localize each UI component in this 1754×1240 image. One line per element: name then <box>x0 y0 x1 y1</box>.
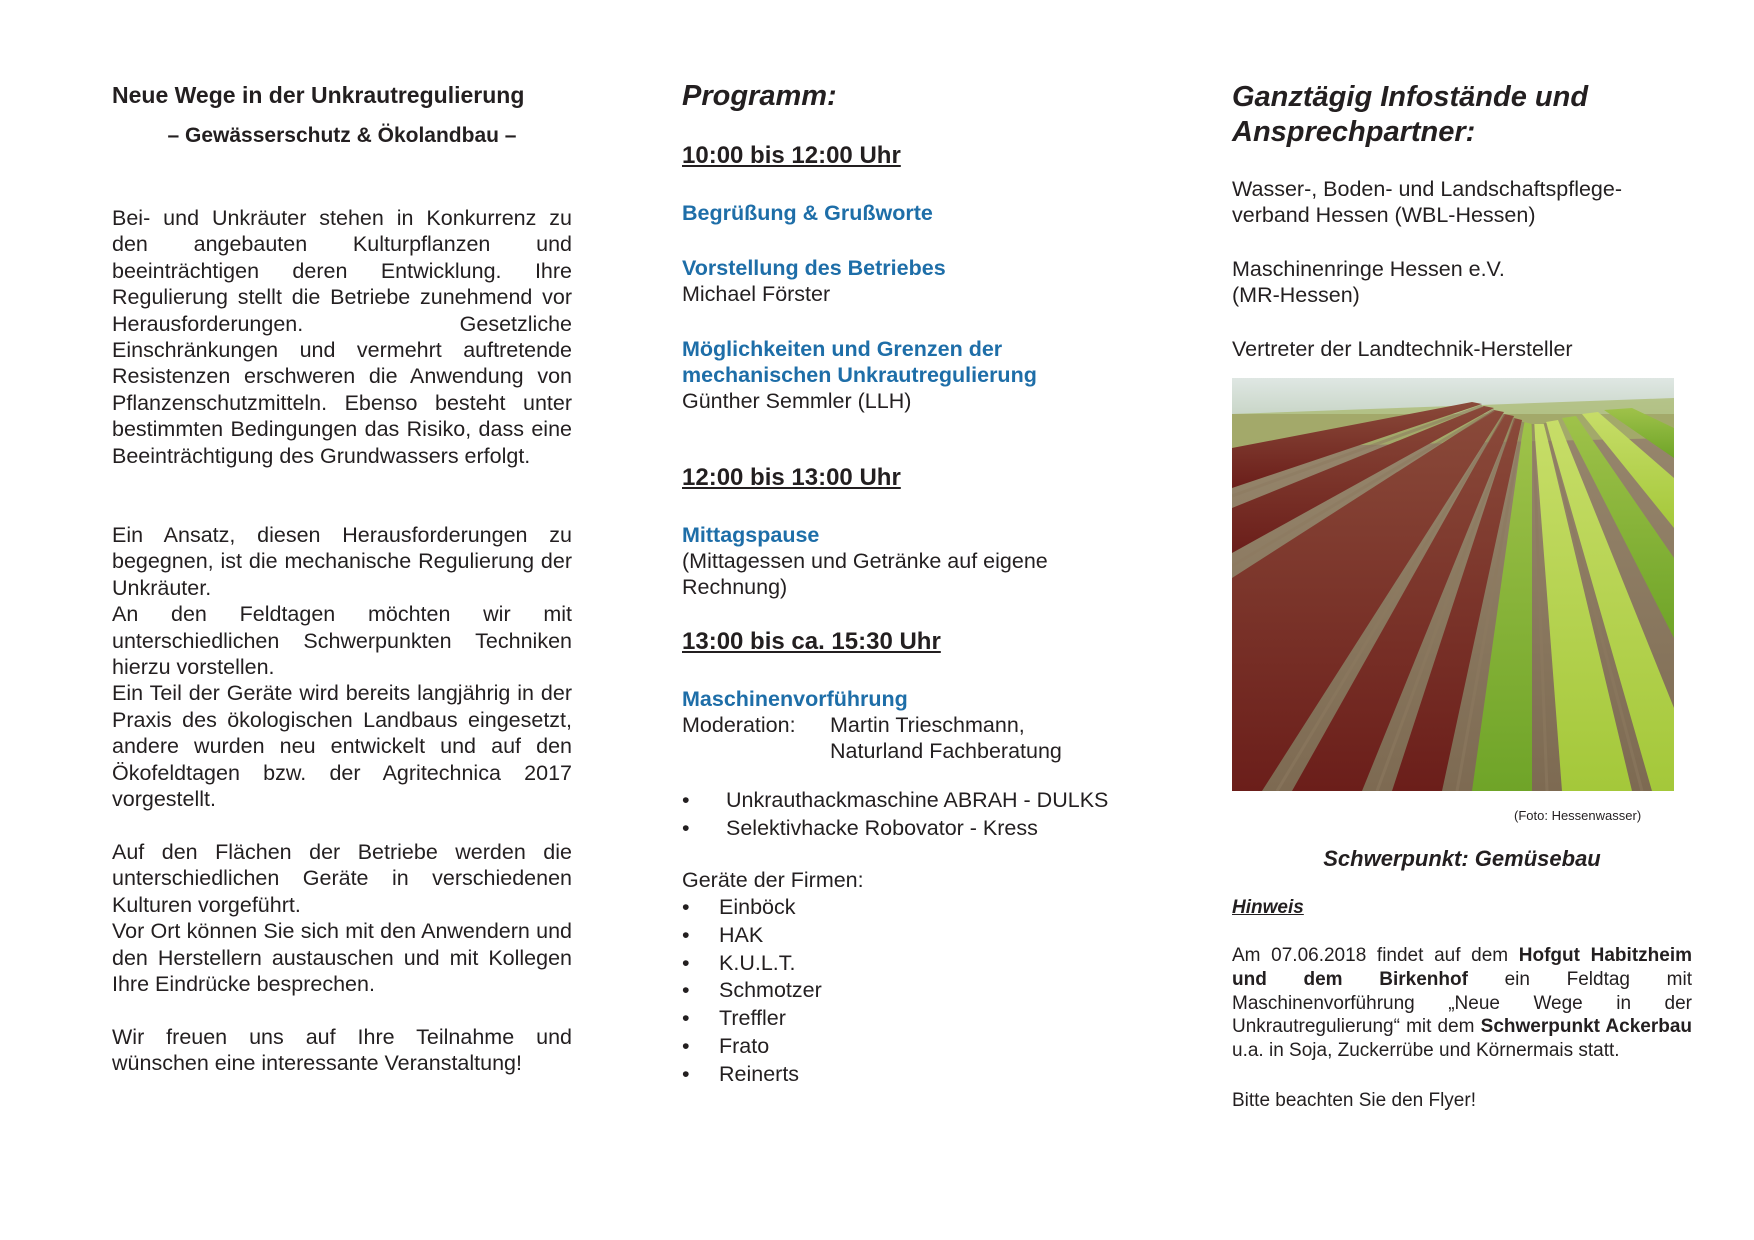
program-item-title: Mittagspause <box>682 523 820 547</box>
note-text <box>1232 944 1692 1063</box>
list-item: • HAK <box>682 922 1162 950</box>
time-slot-heading: 13:00 bis ca. 15:30 Uhr <box>682 628 941 655</box>
program-item <box>682 255 1162 307</box>
intro-text: Auf den Flächen der Betriebe werden die unterschiedlichen Geräte in verschiedenen Kulturen vorgeführt. <box>112 840 572 917</box>
program-item-title: Maschinenvorführung <box>682 687 908 711</box>
note-heading: Hinweis <box>1232 897 1304 918</box>
moderator-organization: Naturland Fachberatung <box>830 739 1062 763</box>
intro-subtitle: – Gewässerschutz & Ökolandbau – <box>167 124 517 147</box>
program-item-speaker: Günther Semmler (LLH) <box>682 389 912 413</box>
program-item <box>682 336 1162 414</box>
program-item-speaker: Michael Förster <box>682 282 831 306</box>
intro-paragraph <box>112 839 572 997</box>
list-item: • K.U.L.T. <box>682 950 1162 978</box>
machine-list <box>682 787 1162 842</box>
list-item: • Treffler <box>682 1005 1162 1033</box>
program-item <box>682 200 1162 226</box>
info-title-line: Ansprechpartner: <box>1232 116 1476 148</box>
program-title: Programm: <box>682 80 837 112</box>
partner-name: Maschinenringe Hessen e.V. <box>1232 257 1505 281</box>
intro-text: Ein Ansatz, diesen Herausforderungen zu begegnen, ist die mechanische Regulierung der Unkräuter. <box>112 523 572 600</box>
program-item-description: (Mittagessen und Getränke auf eigene <box>682 549 1048 573</box>
intro-text: Wir freuen uns auf Ihre Teilnahme und wünschen eine interessante Veranstaltung! <box>112 1025 572 1076</box>
info-title <box>1232 80 1692 150</box>
program-item-title: mechanischen Unkrautregulierung <box>682 363 1037 387</box>
program-item-description: Rechnung) <box>682 575 788 599</box>
partner-entry <box>1232 336 1692 362</box>
partner-name: Vertreter der Landtechnik-Hersteller <box>1232 337 1573 361</box>
firms-list <box>682 894 1162 1089</box>
time-slot-heading: 12:00 bis 13:00 Uhr <box>682 464 901 491</box>
program-item <box>682 686 1162 764</box>
partner-name: verband Hessen (WBL-Hessen) <box>1232 203 1536 227</box>
focus-heading: Schwerpunkt: Gemüsebau <box>1323 846 1601 871</box>
partner-name: (MR-Hessen) <box>1232 283 1360 307</box>
intro-text: Vor Ort können Sie sich mit den Anwendern und den Herstellern austauschen und mit Kollegen Ihre Eindrücke besprechen. <box>112 919 572 997</box>
partner-entry <box>1232 176 1692 228</box>
note-paragraph <box>1232 944 1692 1063</box>
note-venue: Hofgut Habitzheim und dem Birkenhof <box>1232 945 1692 990</box>
program-item <box>682 522 1162 600</box>
intro-title: Neue Wege in der Unkrautregulierung <box>112 82 525 108</box>
program-item-title: Begrüßung & Grußworte <box>682 201 933 225</box>
list-item: • Schmotzer <box>682 977 1162 1005</box>
program-item-title: Vorstellung des Betriebes <box>682 256 946 280</box>
intro-paragraph <box>112 1024 572 1077</box>
intro-text: Ein Teil der Geräte wird bereits langjährig in der Praxis des ökologischen Landbaus eingesetzt, andere wurden neu entwickelt und auf den Ökofeldtagen bzw. der Agritechnica 2017 vorgestellt. <box>112 681 572 812</box>
moderation-row <box>682 712 1162 738</box>
note-focus: Schwerpunkt Ackerbau <box>1480 1016 1693 1038</box>
intro-paragraph <box>112 205 572 469</box>
time-slot-heading: 10:00 bis 12:00 Uhr <box>682 142 901 169</box>
note-text-segment: u.a. in Soja, Zuckerrübe und Körnermais statt. <box>1232 1040 1620 1062</box>
intro-text: Bei- und Unkräuter stehen in Konkurrenz zu den angebauten Kulturpflanzen und beeinträchtigen deren Entwicklung. Ihre Regulierung stellt die Betriebe zunehmend vor Herausforderungen. Gesetzliche Einschränkungen und vermehrt auftretende Resistenzen erschweren die Anwendung von Pflanzenschutzmitteln. Ebenso besteht unter bestimmten Bedingungen das Risiko, dass eine Beeinträchtigung des Grundwassers erfolgt. <box>112 206 572 468</box>
moderation-label: Moderation: <box>682 713 796 737</box>
list-item: • Reinerts <box>682 1061 1162 1089</box>
field-photo <box>1232 378 1674 791</box>
note-text-segment: ein Feldtag mit Maschinenvorführung „Neue Wege in der Unkrautregulierung“ mit dem <box>1232 968 1692 1038</box>
list-item: • Selektivhacke Robovator - Kress <box>682 815 1162 843</box>
partner-entry <box>1232 256 1692 308</box>
note-text-segment: Am 07.06.2018 findet auf dem <box>1232 945 1519 966</box>
note-closing: Bitte beachten Sie den Flyer! <box>1232 1090 1476 1111</box>
intro-paragraph <box>112 522 572 812</box>
program-item-title: Möglichkeiten und Grenzen der <box>682 337 1003 361</box>
firms-heading: Geräte der Firmen: <box>682 868 864 892</box>
list-item: • Einböck <box>682 894 1162 922</box>
list-item: • Frato <box>682 1033 1162 1061</box>
intro-text: An den Feldtagen möchten wir mit unterschiedlichen Schwerpunkten Techniken hierzu vorstellen. <box>112 602 572 680</box>
info-title-line: Ganztägig Infostände und <box>1232 81 1589 113</box>
moderation-row <box>682 738 1162 764</box>
photo-credit: (Foto: Hessenwasser) <box>1514 808 1642 823</box>
list-item: • Unkrauthackmaschine ABRAH - DULKS <box>682 787 1162 815</box>
partner-name: Wasser-, Boden- und Landschaftspflege- <box>1232 177 1623 201</box>
moderator-name: Martin Trieschmann, <box>830 713 1025 737</box>
